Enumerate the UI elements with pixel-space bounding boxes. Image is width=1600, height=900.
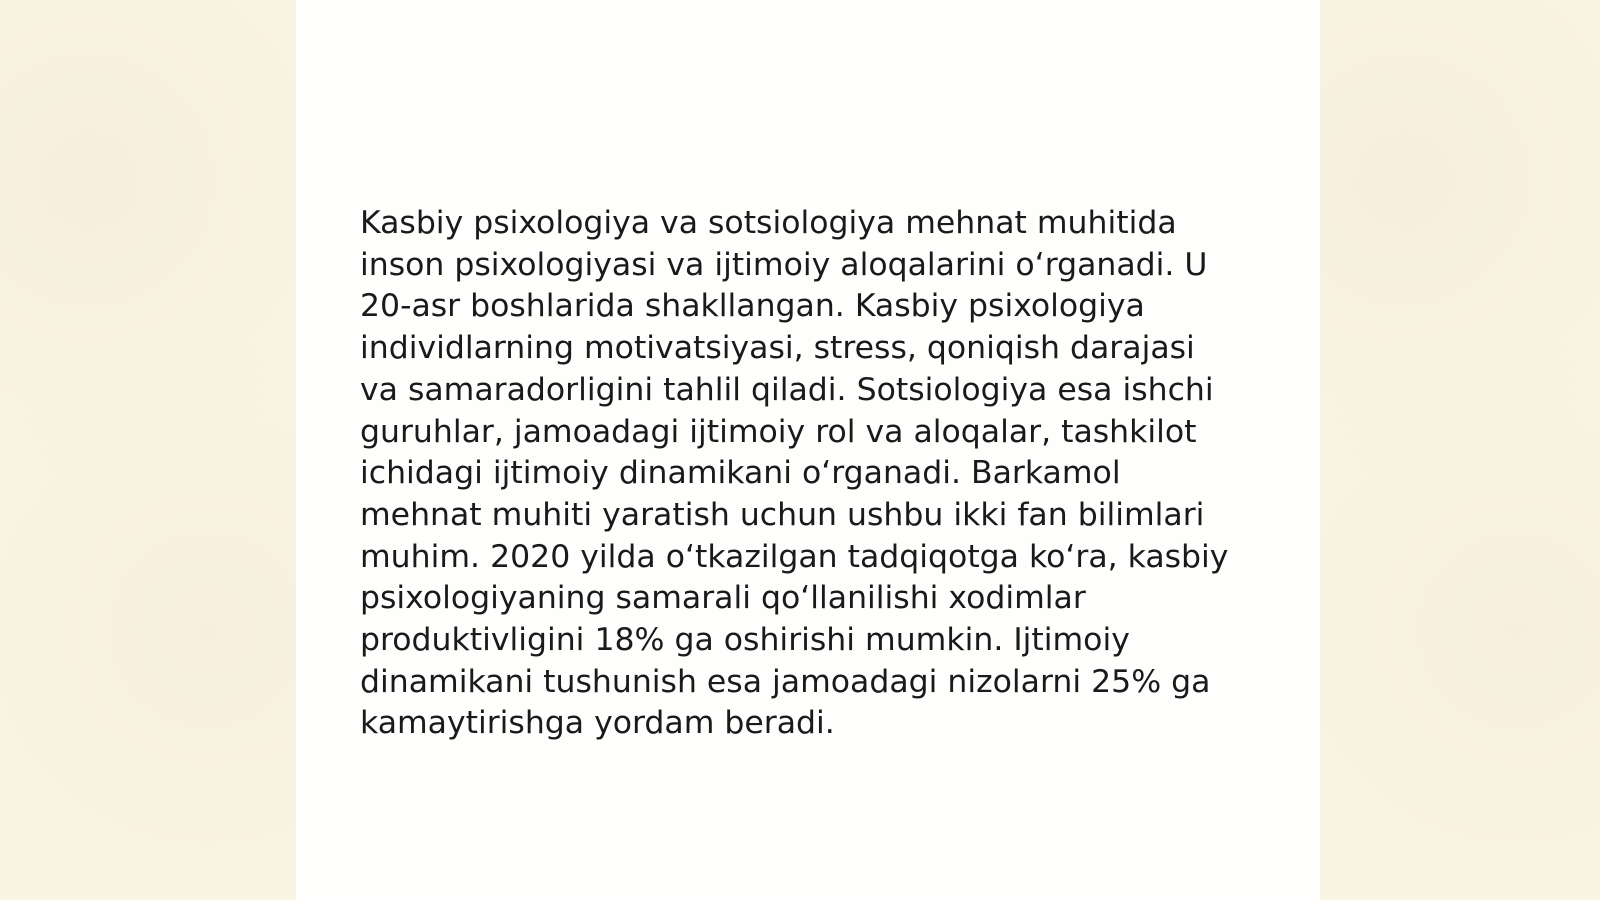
body-line: guruhlar, jamoadagi ijtimoiy rol va aloqalar, tashkilot — [360, 413, 1197, 450]
body-line: produktivligini 18% ga oshirishi mumkin. Ijtimoiy — [360, 622, 1130, 659]
right-background-panel — [1320, 0, 1600, 900]
body-line: mehnat muhiti yaratish uchun ushbu ikki fan bilimlari — [360, 496, 1205, 533]
body-line: psixologiyaning samarali qoʻllanilishi xodimlar — [360, 580, 1086, 617]
body-line: kamaytirishga yordam beradi. — [360, 705, 835, 742]
body-line: Kasbiy psixologiya va sotsiologiya mehnat muhitida — [360, 205, 1177, 241]
body-line: dinamikani tushunish esa jamoadagi nizolarni 25% ga — [360, 663, 1211, 700]
body-line: inson psixologiyasi va ijtimoiy aloqalarini oʻrganadi. U — [360, 246, 1208, 283]
slide-body-text — [360, 203, 1250, 745]
slide — [296, 0, 1320, 900]
body-line: muhim. 2020 yilda oʻtkazilgan tadqiqotga koʻra, kasbiy — [360, 538, 1229, 575]
body-line: ichidagi ijtimoiy dinamikani oʻrganadi. Barkamol — [360, 455, 1121, 492]
body-line: 20-asr boshlarida shakllangan. Kasbiy psixologiya — [360, 288, 1145, 325]
left-background-panel — [0, 0, 296, 900]
body-line: va samaradorligini tahlil qiladi. Sotsiologiya esa ishchi — [360, 371, 1214, 408]
body-line: individlarning motivatsiyasi, stress, qoniqish darajasi — [360, 330, 1195, 367]
